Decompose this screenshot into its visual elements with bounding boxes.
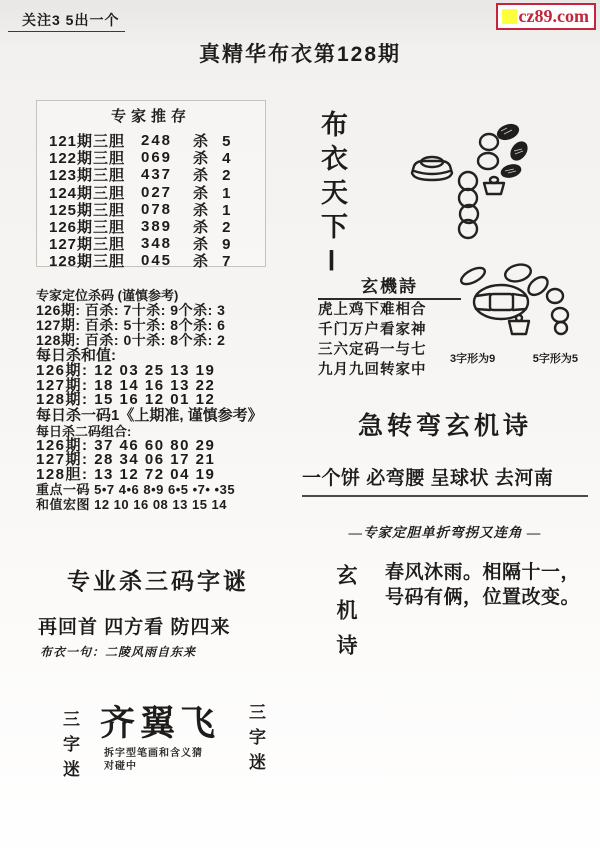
row-period: 122期三胆 bbox=[49, 150, 126, 168]
shape-caption bbox=[450, 350, 578, 366]
logo-text: cz89.com bbox=[518, 6, 589, 26]
row-kill: 杀 9 bbox=[193, 236, 236, 254]
three-char-answer: 齐翼飞 bbox=[100, 704, 221, 743]
row-nums: 078 bbox=[141, 200, 173, 218]
turn-poem-title: 急转弯玄机诗 bbox=[357, 413, 532, 440]
shape-caption-right: 5字形为5 bbox=[532, 353, 578, 365]
daily-two-line: 127期: 28 34 06 17 21 bbox=[36, 451, 216, 469]
position-kill-line: 127期: 百杀: 5十杀: 8个杀: 6 bbox=[36, 316, 226, 333]
daily-sum-line: 127期: 18 14 16 13 22 bbox=[36, 376, 216, 394]
position-kill-line: 128期: 百杀: 0十杀: 8个杀: 2 bbox=[36, 331, 226, 348]
row-nums: 248 bbox=[141, 132, 173, 150]
page-title: 真精华布衣第128期 bbox=[198, 43, 402, 66]
three-char-label-right: 三字迷 bbox=[246, 703, 265, 778]
mystic-poem-line: 三六定码一与七 bbox=[318, 342, 427, 358]
daily-sum-line: 126期: 12 03 25 13 19 bbox=[36, 362, 216, 380]
mystic-poem-header: 玄機詩 bbox=[318, 272, 461, 300]
daily-one-code-line: 每日杀一码1《上期准, 谨慎参考》 bbox=[36, 406, 263, 424]
daily-two-line: 126期: 37 46 60 80 29 bbox=[36, 436, 216, 454]
row-nums: 389 bbox=[141, 218, 173, 236]
row-nums: 348 bbox=[141, 235, 173, 253]
daily-sum-line: 128期: 15 16 12 01 12 bbox=[36, 391, 216, 409]
row-kill: 杀 1 bbox=[193, 201, 236, 219]
row-nums: 069 bbox=[141, 149, 173, 167]
row-kill: 杀 4 bbox=[193, 150, 236, 168]
sum-map-line: 和值宏图 12 10 16 08 13 15 14 bbox=[36, 497, 228, 513]
coins-ingots-drawing-2 bbox=[448, 262, 578, 342]
three-char-hint bbox=[104, 747, 203, 773]
kill-code-section bbox=[36, 288, 292, 512]
mystic2-text bbox=[385, 560, 590, 610]
kill-section-title: 专家定位杀码 (谨慎参考) bbox=[36, 288, 179, 303]
row-period: 123期三胆 bbox=[49, 167, 126, 185]
row-period: 126期三胆 bbox=[49, 219, 126, 237]
mystic2-line1: 春风沐雨。相隔十一， bbox=[385, 562, 581, 583]
daily-two-title: 每日杀二码组合: bbox=[36, 423, 132, 439]
row-period: 121期三胆 bbox=[49, 133, 126, 151]
mystic2-vertical-label: 玄机诗 bbox=[334, 564, 357, 669]
row-kill: 杀 7 bbox=[193, 253, 236, 271]
three-char-hint-line1: 拆字型笔画和含义猜 bbox=[104, 748, 203, 759]
shape-caption-left: 3字形为9 bbox=[450, 353, 496, 365]
riddle-title: 专业杀三码字谜 bbox=[67, 568, 249, 594]
row-period: 124期三胆 bbox=[49, 184, 126, 202]
row-kill: 杀 1 bbox=[193, 184, 236, 202]
row-period: 125期三胆 bbox=[49, 201, 126, 219]
top-left-focus-note: 关注3 5出一个 bbox=[8, 10, 125, 32]
daily-sum-title: 每日杀和值: bbox=[36, 347, 116, 365]
expert-box-header: 专家推存 bbox=[110, 108, 191, 125]
mystic-poem-line: 虎上鸡下难相合 bbox=[318, 302, 427, 318]
mystic-poem-box bbox=[318, 272, 461, 380]
site-logo[interactable] bbox=[496, 3, 596, 30]
row-nums: 045 bbox=[141, 252, 173, 270]
three-char-hint-line2: 对碰中 bbox=[104, 761, 137, 772]
position-kill-line: 126期: 百杀: 7十杀: 9个杀: 3 bbox=[36, 302, 226, 318]
mystic-poem-line: 九月九回转家中 bbox=[318, 362, 427, 378]
riddle-note: 布衣一句：二陵风雨自东来 bbox=[40, 645, 197, 659]
expert-rows bbox=[49, 132, 265, 270]
coins-ingots-drawing-1 bbox=[372, 100, 568, 242]
three-char-label-left: 三字迷 bbox=[60, 710, 79, 785]
expert-divider-note: —专家定胆单折弯拐又连角 — bbox=[348, 525, 542, 540]
row-kill: 杀 5 bbox=[193, 133, 236, 151]
row-period: 127期三胆 bbox=[49, 236, 126, 254]
riddle-line: 再回首 四方看 防四来 bbox=[38, 617, 231, 638]
row-kill: 杀 2 bbox=[193, 167, 236, 185]
row-nums: 027 bbox=[141, 183, 173, 201]
row-kill: 杀 2 bbox=[193, 219, 236, 237]
turn-poem-line: 一个饼 必弯腰 呈球状 去河南 bbox=[302, 463, 588, 497]
row-nums: 437 bbox=[141, 166, 173, 184]
expert-recommend-box bbox=[36, 100, 266, 271]
key-code-line: 重点一码 5•7 4•6 8•9 6•5 •7• •35 bbox=[36, 482, 236, 498]
mystic2-line2: 号码有俩，位置改变。 bbox=[385, 587, 581, 608]
table-row bbox=[49, 252, 265, 269]
buyi-tianxia-vertical-title: 布衣天下Ⅰ bbox=[317, 110, 347, 284]
logo-yellow-square-icon bbox=[502, 9, 517, 24]
mystic-poem-line: 千门万户看家神 bbox=[318, 322, 427, 338]
row-period: 128期三胆 bbox=[49, 253, 126, 271]
daily-two-line: 128胆: 13 12 72 04 19 bbox=[36, 465, 216, 483]
